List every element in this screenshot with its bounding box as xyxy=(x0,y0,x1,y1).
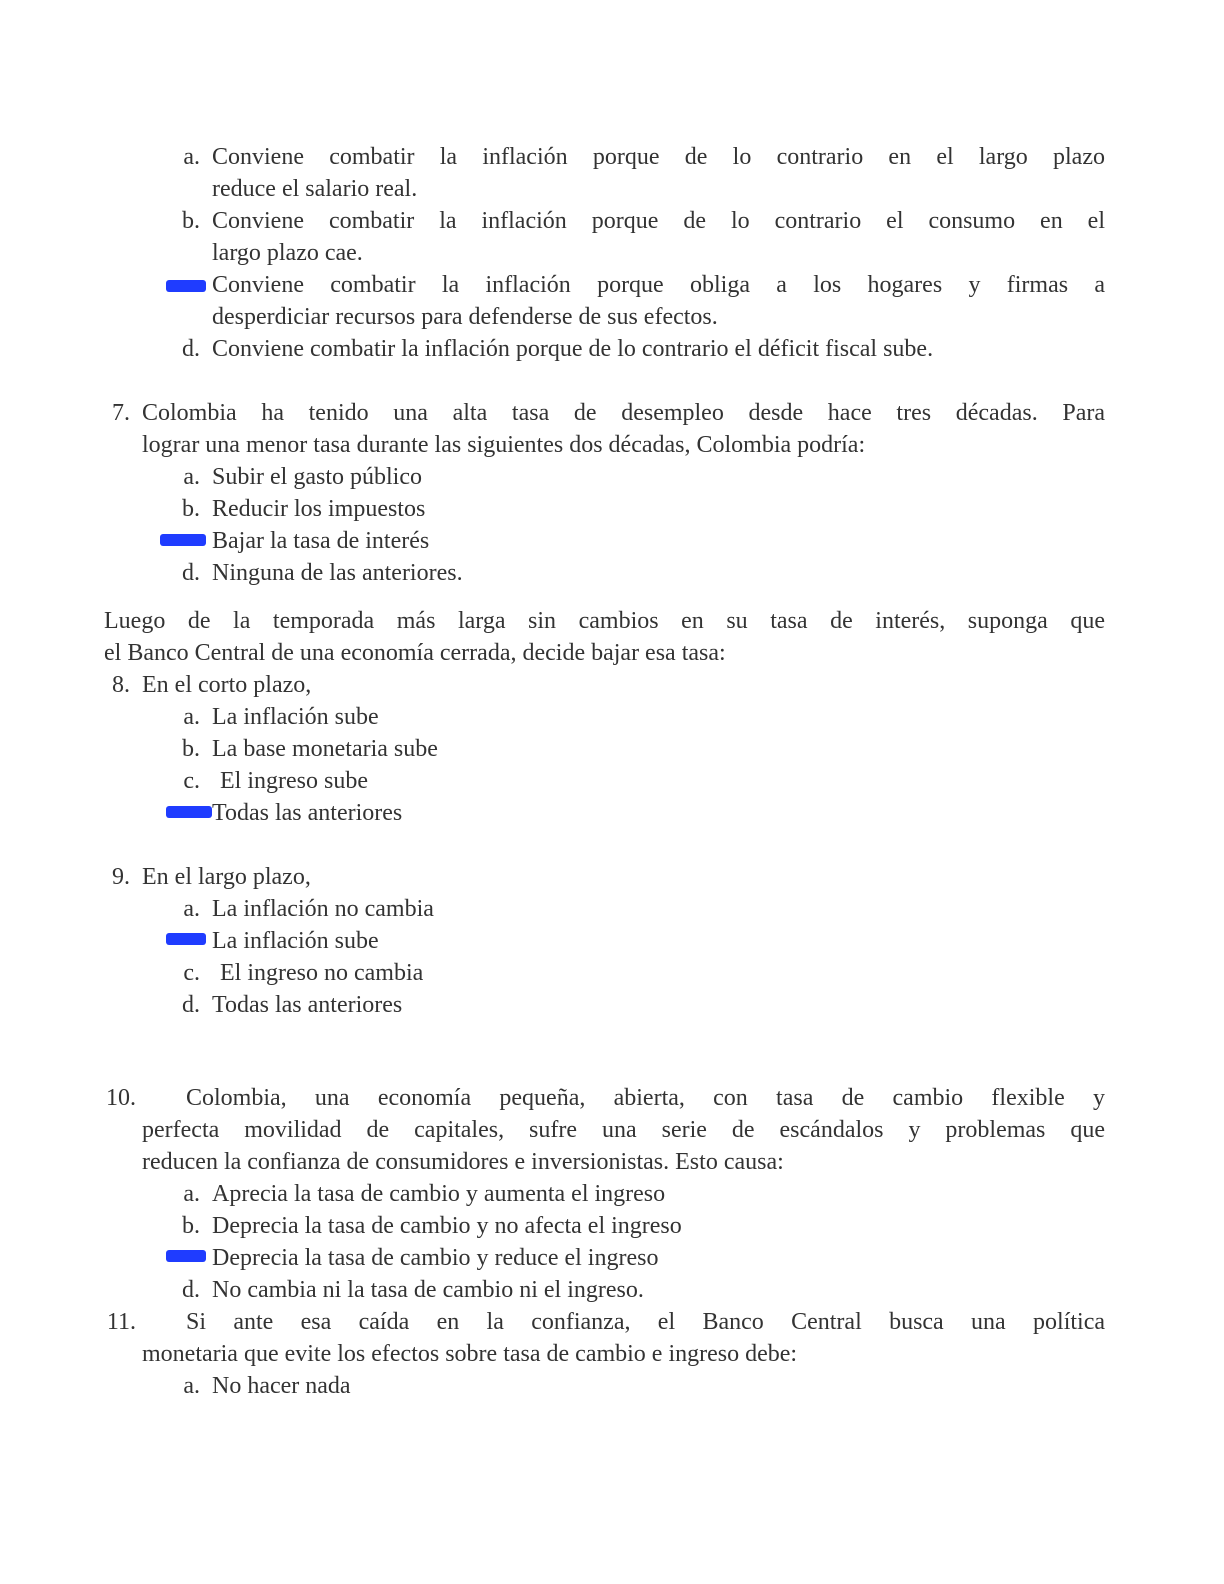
question-stem-continued: perfecta movilidad de capitales, sufre una serie de escándalos y problemas que xyxy=(142,1117,1105,1143)
question-number: 10. xyxy=(106,1085,136,1111)
option-letter: a. xyxy=(183,704,200,730)
option-text: Aprecia la tasa de cambio y aumenta el ingreso xyxy=(212,1181,666,1207)
context-paragraph: Luego de la temporada más larga sin cambios en su tasa de interés, suponga que xyxy=(104,608,1105,634)
option-text: Conviene combatir la inflación porque de lo contrario el consumo en el xyxy=(212,208,1105,234)
answer-highlight-mark xyxy=(166,280,206,292)
option-letter: c. xyxy=(183,768,200,794)
question-stem: Colombia, una economía pequeña, abierta, con tasa de cambio flexible y xyxy=(186,1085,1105,1111)
option-text-selected: Conviene combatir la inflación porque obliga a los hogares y firmas a xyxy=(212,272,1105,298)
option-text-continued: desperdiciar recursos para defenderse de sus efectos. xyxy=(212,304,718,330)
question-number: 7. xyxy=(112,400,130,426)
option-letter: b. xyxy=(182,1213,200,1239)
question-stem: Si ante esa caída en la confianza, el Banco Central busca una política xyxy=(186,1309,1105,1335)
option-text: El ingreso sube xyxy=(220,768,368,794)
context-paragraph-continued: el Banco Central de una economía cerrada, decide bajar esa tasa: xyxy=(104,640,726,666)
question-stem-continued: reducen la confianza de consumidores e inversionistas. Esto causa: xyxy=(142,1149,784,1175)
question-stem: En el corto plazo, xyxy=(142,672,312,698)
option-text-selected: La inflación sube xyxy=(212,928,379,954)
option-text: Reducir los impuestos xyxy=(212,496,426,522)
option-letter: d. xyxy=(182,336,200,362)
option-text: La inflación no cambia xyxy=(212,896,434,922)
question-stem: En el largo plazo, xyxy=(142,864,311,890)
option-letter: a. xyxy=(183,464,200,490)
option-text: Ninguna de las anteriores. xyxy=(212,560,463,586)
option-letter: a. xyxy=(183,144,200,170)
option-text-continued: reduce el salario real. xyxy=(212,176,418,202)
question-number: 8. xyxy=(112,672,130,698)
option-letter: b. xyxy=(182,208,200,234)
option-text: Subir el gasto público xyxy=(212,464,422,490)
question-stem-continued: lograr una menor tasa durante las siguientes dos décadas, Colombia podría: xyxy=(142,432,866,458)
option-letter: c. xyxy=(183,960,200,986)
answer-highlight-mark xyxy=(166,933,206,945)
option-text-selected: Todas las anteriores xyxy=(212,800,403,826)
option-letter: b. xyxy=(182,736,200,762)
question-number: 11. xyxy=(106,1309,136,1335)
option-letter: d. xyxy=(182,560,200,586)
option-text-selected: Deprecia la tasa de cambio y reduce el ingreso xyxy=(212,1245,659,1271)
answer-highlight-mark xyxy=(166,1250,206,1262)
option-text: No hacer nada xyxy=(212,1373,351,1399)
option-text: La base monetaria sube xyxy=(212,736,438,762)
question-stem-continued: monetaria que evite los efectos sobre tasa de cambio e ingreso debe: xyxy=(142,1341,798,1367)
option-letter: d. xyxy=(182,1277,200,1303)
option-text: Conviene combatir la inflación porque de lo contrario en el largo plazo xyxy=(212,144,1105,170)
option-text: La inflación sube xyxy=(212,704,379,730)
option-letter: a. xyxy=(183,896,200,922)
answer-highlight-mark xyxy=(166,806,212,818)
option-text: El ingreso no cambia xyxy=(220,960,424,986)
option-letter: d. xyxy=(182,992,200,1018)
question-number: 9. xyxy=(112,864,130,890)
option-text: Conviene combatir la inflación porque de lo contrario el déficit fiscal sube. xyxy=(212,336,934,362)
option-text: Todas las anteriores xyxy=(212,992,403,1018)
option-text: Deprecia la tasa de cambio y no afecta el ingreso xyxy=(212,1213,682,1239)
option-text-selected: Bajar la tasa de interés xyxy=(212,528,430,554)
option-text-continued: largo plazo cae. xyxy=(212,240,363,266)
answer-highlight-mark xyxy=(160,534,206,546)
question-stem: Colombia ha tenido una alta tasa de desempleo desde hace tres décadas. Para xyxy=(142,400,1105,426)
option-text: No cambia ni la tasa de cambio ni el ingreso. xyxy=(212,1277,644,1303)
option-letter: a. xyxy=(183,1373,200,1399)
option-letter: a. xyxy=(183,1181,200,1207)
option-letter: b. xyxy=(182,496,200,522)
